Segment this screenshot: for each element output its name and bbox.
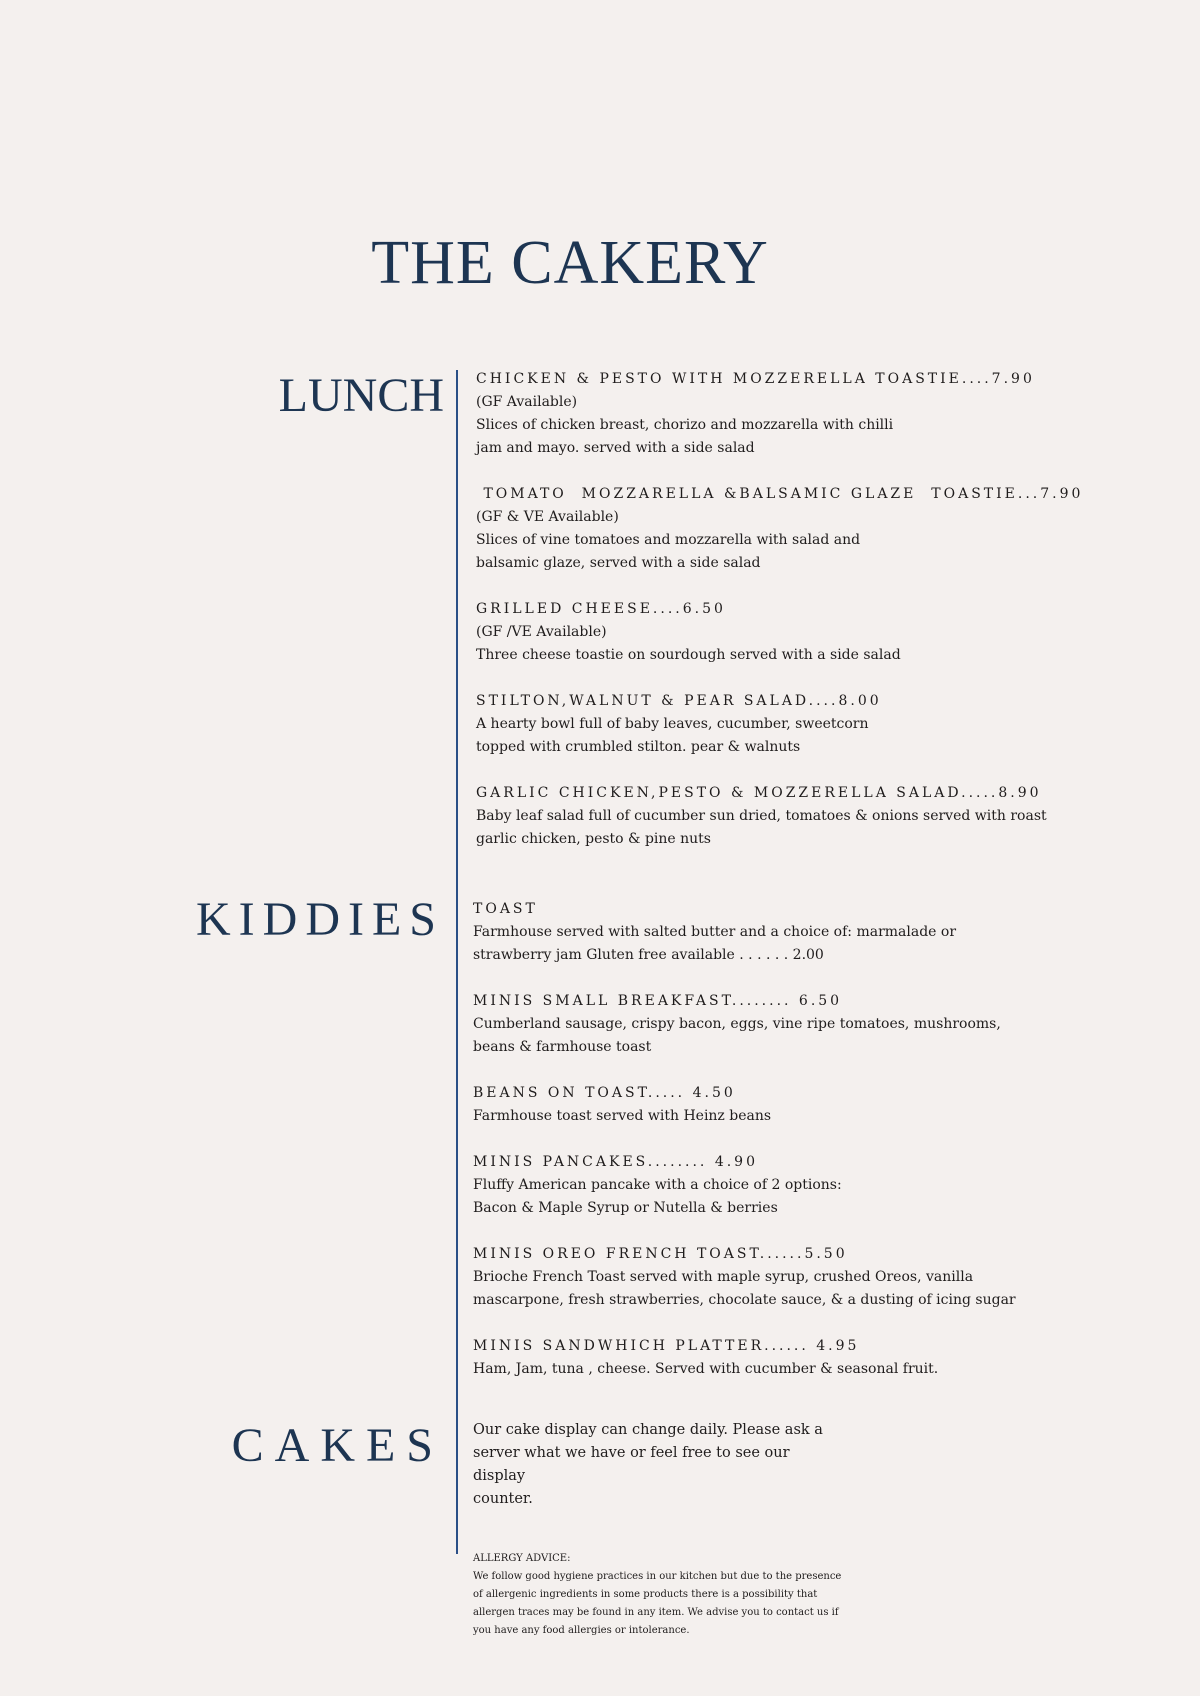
menu-title: THE CAKERY bbox=[371, 229, 769, 297]
item-name: TOAST bbox=[473, 901, 538, 917]
item-description-line: Fluffy American pancake with a choice of 2 options: bbox=[473, 1177, 842, 1193]
item-note: (GF & VE Available) bbox=[476, 509, 619, 525]
item-description-line: beans & farmhouse toast bbox=[473, 1039, 652, 1055]
allergy-heading: ALLERGY ADVICE: bbox=[473, 1553, 571, 1564]
item-name: MINIS PANCAKES........ 4.90 bbox=[473, 1154, 758, 1170]
item-description-line: Three cheese toastie on sourdough served with a side salad bbox=[476, 647, 901, 663]
item-description-line: Baby leaf salad full of cucumber sun dried, tomatoes & onions served with roast bbox=[476, 808, 1047, 824]
item-description-line: Farmhouse served with salted butter and a choice of: marmalade or bbox=[473, 924, 957, 940]
cakes-heading: CAKES bbox=[231, 1419, 444, 1472]
lunch-heading: LUNCH bbox=[278, 369, 444, 422]
menu-item bbox=[473, 990, 1053, 1059]
menu-item bbox=[473, 1335, 1053, 1381]
item-note: (GF /VE Available) bbox=[476, 624, 607, 640]
item-description-line: garlic chicken, pesto & pine nuts bbox=[476, 831, 711, 847]
item-name: STILTON,WALNUT & PEAR SALAD....8.00 bbox=[476, 693, 882, 709]
item-name: GRILLED CHEESE....6.50 bbox=[476, 601, 726, 617]
menu-item bbox=[473, 898, 1053, 967]
allergy-advice bbox=[473, 1550, 873, 1640]
item-description-line: Slices of vine tomatoes and mozzarella with salad and bbox=[476, 532, 861, 548]
allergy-line: you have any food allergies or intolerance. bbox=[473, 1625, 690, 1636]
item-name: MINIS SMALL BREAKFAST........ 6.50 bbox=[473, 993, 843, 1009]
item-description-line: strawberry jam Gluten free available . . . . . . 2.00 bbox=[473, 947, 824, 963]
menu-item bbox=[476, 598, 1056, 667]
item-description-line: topped with crumbled stilton. pear & walnuts bbox=[476, 739, 801, 755]
lunch-menu bbox=[476, 368, 1084, 874]
item-name: CHICKEN & PESTO WITH MOZZERELLA TOASTIE....7.90 bbox=[476, 371, 1035, 387]
menu-item bbox=[473, 1243, 1053, 1312]
item-description-line: A hearty bowl full of baby leaves, cucumber, sweetcorn bbox=[476, 716, 869, 732]
item-name: GARLIC CHICKEN,PESTO & MOZZERELLA SALAD.....8.90 bbox=[476, 785, 1042, 801]
menu-item bbox=[473, 1082, 1053, 1128]
item-name: TOMATO MOZZARELLA &BALSAMIC GLAZE TOASTIE...7.90 bbox=[476, 486, 1084, 502]
cakes-description-line: counter. bbox=[473, 1491, 533, 1507]
item-description-line: Brioche French Toast served with maple syrup, crushed Oreos, vanilla bbox=[473, 1269, 974, 1285]
vertical-divider bbox=[456, 370, 458, 1554]
kiddies-heading: KIDDIES bbox=[196, 893, 444, 946]
menu-item bbox=[476, 690, 1056, 759]
menu-item bbox=[476, 782, 1056, 851]
item-description-line: balsamic glaze, served with a side salad bbox=[476, 555, 761, 571]
item-name: MINIS OREO FRENCH TOAST......5.50 bbox=[473, 1246, 848, 1262]
item-description-line: Ham, Jam, tuna , cheese. Served with cucumber & seasonal fruit. bbox=[473, 1361, 939, 1377]
item-description-line: mascarpone, fresh strawberries, chocolate sauce, & a dusting of icing sugar bbox=[473, 1292, 1016, 1308]
item-note: (GF Available) bbox=[476, 394, 578, 410]
item-description-line: Farmhouse toast served with Heinz beans bbox=[473, 1108, 772, 1124]
item-description-line: jam and mayo. served with a side salad bbox=[476, 440, 755, 456]
cakes-description-line: Our cake display can change daily. Please ask a bbox=[473, 1422, 823, 1438]
menu-item bbox=[473, 1151, 1053, 1220]
cakes-description-line: server what we have or feel free to see our display bbox=[473, 1445, 790, 1484]
allergy-line: We follow good hygiene practices in our kitchen but due to the presence bbox=[473, 1571, 842, 1582]
allergy-line: of allergenic ingredients in some products there is a possibility that bbox=[473, 1589, 818, 1600]
cakes-info bbox=[473, 1419, 833, 1511]
kiddies-menu bbox=[473, 898, 1053, 1404]
item-description-line: Slices of chicken breast, chorizo and mozzarella with chilli bbox=[476, 417, 894, 433]
allergy-line: allergen traces may be found in any item. We advise you to contact us if bbox=[473, 1607, 839, 1618]
menu-item bbox=[476, 483, 1084, 575]
item-name: BEANS ON TOAST..... 4.50 bbox=[473, 1085, 736, 1101]
menu-item bbox=[476, 368, 1056, 460]
item-description-line: Bacon & Maple Syrup or Nutella & berries bbox=[473, 1200, 778, 1216]
item-description-line: Cumberland sausage, crispy bacon, eggs, vine ripe tomatoes, mushrooms, bbox=[473, 1016, 1001, 1032]
item-name: MINIS SANDWHICH PLATTER...... 4.95 bbox=[473, 1338, 860, 1354]
